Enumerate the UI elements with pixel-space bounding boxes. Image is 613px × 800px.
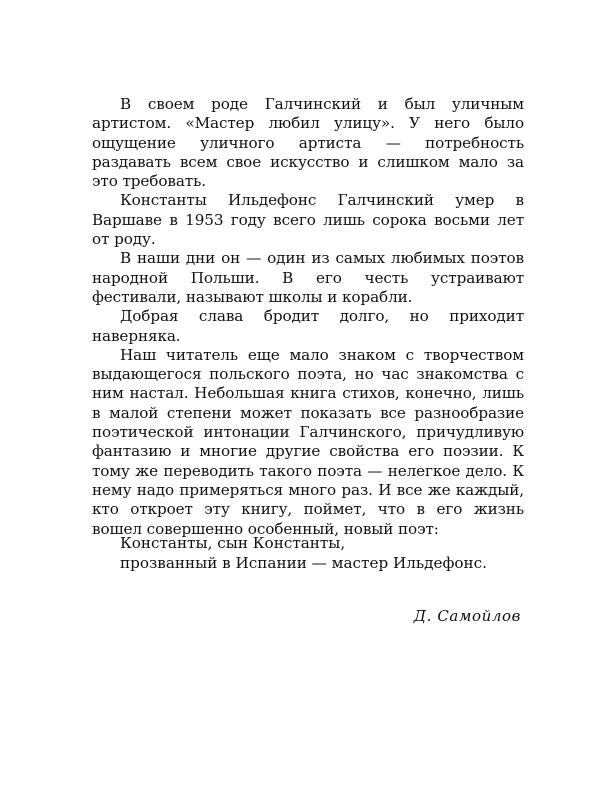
body-text bbox=[92, 95, 524, 539]
author-signature: Д. Самойлов bbox=[413, 607, 521, 625]
verse-line-2: прозванный в Испании — мастер Ильдефонс. bbox=[120, 554, 487, 572]
paragraph-1: В своем роде Галчинский и был уличным артистом. «Мастер любил улицу». У него было ощущение уличного артиста — потребность раздавать всем свое искусство и слишком мало за это требовать. bbox=[92, 95, 524, 191]
paragraph-2: Константы Ильдефонс Галчинский умер в Варшаве в 1953 году всего лишь сорока восьми лет от роду. bbox=[92, 191, 524, 249]
paragraph-4: Добрая слава бродит долго, но приходит наверняка. bbox=[92, 307, 524, 345]
verse-line-1: Константы, сын Константы, bbox=[120, 534, 346, 552]
paragraph-3: В наши дни он — один из самых любимых поэтов народной Польши. В его честь устраивают фестивали, называют школы и корабли. bbox=[92, 249, 524, 306]
paragraph-5: Наш читатель еще мало знаком с творчеством выдающегося польского поэта, но час знакомства с ним настал. Небольшая книга стихов, конечно, лишь в малой степени может показать все разнообразие поэтической интонации Галчинского, причудливую фантазию и многие другие свойства его поэзии. К тому же переводить такого поэта — нелегкое дело. К нему надо примеряться много раз. И все же каждый, кто откроет эту книгу, поймет, что в его жизнь вошел совершенно особенный, новый поэт: bbox=[92, 345, 524, 538]
verse-quote bbox=[120, 533, 540, 573]
